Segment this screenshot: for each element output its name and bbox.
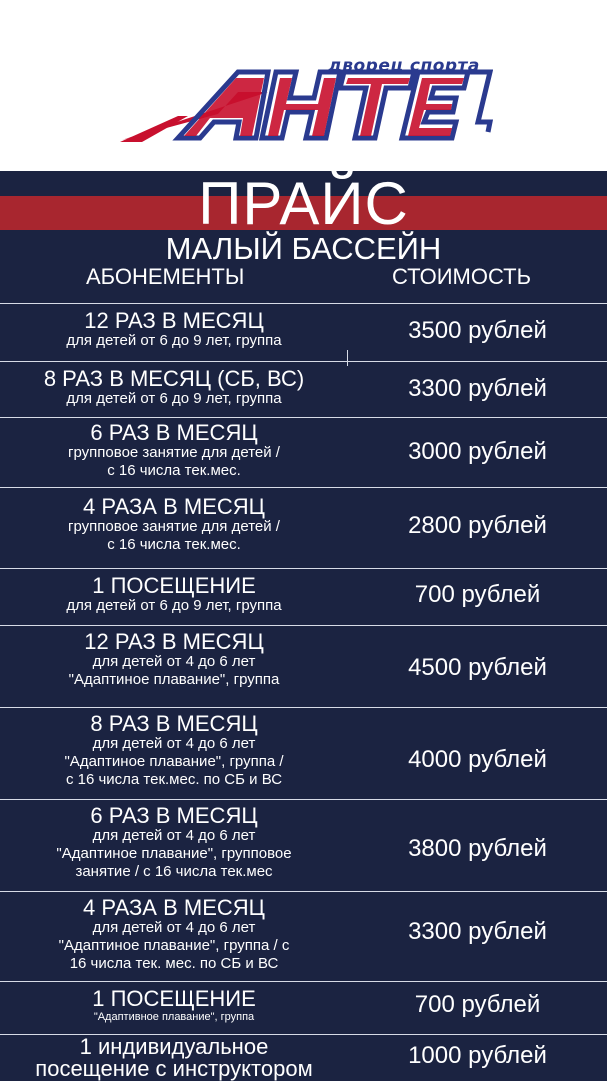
subscription-name: [0, 805, 348, 881]
price-row: [0, 487, 607, 569]
subscription-description: для детей от 6 до 9 лет, группа: [66, 390, 282, 407]
subscription-description: для детей от 4 до 6 лет: [92, 653, 256, 670]
subscription-name: [0, 988, 348, 1024]
subscription-price: 700 рублей: [414, 991, 541, 1018]
subscription-title: 1 ПОСЕЩЕНИЕ: [92, 573, 256, 598]
subscription-name: [0, 422, 348, 480]
subscription-description: для детей от 6 до 9 лет, группа: [66, 332, 282, 349]
subscription-title: 4 РАЗА В МЕСЯЦ: [83, 494, 265, 519]
subscription-description: для детей от 4 до 6 лет: [92, 827, 256, 844]
column-header-price: СТОИМОСТЬ: [392, 264, 532, 289]
column-header-subscriptions: АБОНЕМЕНТЫ: [86, 264, 245, 289]
subscription-description: групповое занятие для детей /: [68, 518, 280, 535]
subscription-name: [0, 713, 348, 789]
subscription-price: 1000 рублей: [408, 1042, 547, 1069]
price-row: [0, 891, 607, 982]
subscription-name: [0, 496, 348, 554]
subscription-name: [0, 310, 348, 350]
subscription-description: с 16 числа тек.мес.: [107, 462, 241, 479]
page-title: ПРАЙС: [198, 170, 409, 237]
price-row: [0, 799, 607, 892]
price-row: [0, 303, 607, 362]
price-row: [0, 981, 607, 1035]
subscription-name: [0, 1036, 348, 1080]
subscription-title-line2: посещение с инструктором: [35, 1056, 313, 1081]
subscription-description: "Адаптиное плавание", группа: [68, 671, 280, 688]
subscription-description: для детей от 6 до 9 лет, группа: [66, 597, 282, 614]
price-row: [0, 625, 607, 708]
price-row: [0, 1034, 607, 1081]
subscription-title: 1 ПОСЕЩЕНИЕ: [92, 986, 256, 1011]
subscription-name: [0, 368, 348, 408]
subscription-name: [0, 631, 348, 689]
subscription-description: занятие / с 16 числа тек.мес: [75, 863, 273, 880]
subscription-description: групповое занятие для детей /: [68, 444, 280, 461]
subscription-title: 1 индивидуальное: [79, 1034, 269, 1059]
price-row: [0, 568, 607, 626]
price-row: [0, 417, 607, 488]
subscription-title: 4 РАЗА В МЕСЯЦ: [83, 895, 265, 920]
subscription-description: с 16 числа тек.мес.: [107, 536, 241, 553]
subscription-price: 2800 рублей: [408, 512, 547, 539]
subscription-description: 16 числа тек. мес. по СБ и ВС: [69, 955, 279, 972]
subscription-price: 3500 рублей: [408, 317, 547, 344]
subscription-title: 6 РАЗ В МЕСЯЦ: [90, 420, 258, 445]
header: [0, 0, 607, 171]
price-row: [0, 361, 607, 418]
column-divider: [347, 350, 348, 366]
subscription-title: 12 РАЗ В МЕСЯЦ: [84, 308, 264, 333]
subscription-price: 700 рублей: [414, 581, 541, 608]
page-subtitle: МАЛЫЙ БАССЕЙН: [165, 231, 442, 266]
subscription-description: "Адаптиное плавание", групповое: [56, 845, 292, 862]
subscription-title: 8 РАЗ В МЕСЯЦ: [90, 711, 258, 736]
subscription-price: 3300 рублей: [408, 375, 547, 402]
subscription-description: "Адаптиное плавание", группа / с: [58, 937, 290, 954]
price-row: [0, 707, 607, 800]
subscription-description: с 16 числа тек.мес. по СБ и ВС: [65, 771, 283, 788]
logo-subtitle: дворец спорта: [328, 56, 480, 76]
subscription-price: 3000 рублей: [408, 438, 547, 465]
subscription-title: 12 РАЗ В МЕСЯЦ: [84, 629, 264, 654]
subscription-title: 8 РАЗ В МЕСЯЦ (СБ, ВС): [43, 366, 305, 391]
subscription-name: [0, 897, 348, 973]
subscription-description: для детей от 4 до 6 лет: [92, 919, 256, 936]
subscription-price: 4000 рублей: [408, 746, 547, 773]
subscription-title: 6 РАЗ В МЕСЯЦ: [90, 803, 258, 828]
subscription-description: "Адаптивное плавание", группа: [93, 1011, 255, 1023]
subscription-price: 3300 рублей: [408, 918, 547, 945]
subscription-name: [0, 575, 348, 615]
subscription-price: 3800 рублей: [408, 835, 547, 862]
subscription-description: для детей от 4 до 6 лет: [92, 735, 256, 752]
subscription-price: 4500 рублей: [408, 654, 547, 681]
subscription-description: "Адаптиное плавание", группа /: [64, 753, 284, 770]
